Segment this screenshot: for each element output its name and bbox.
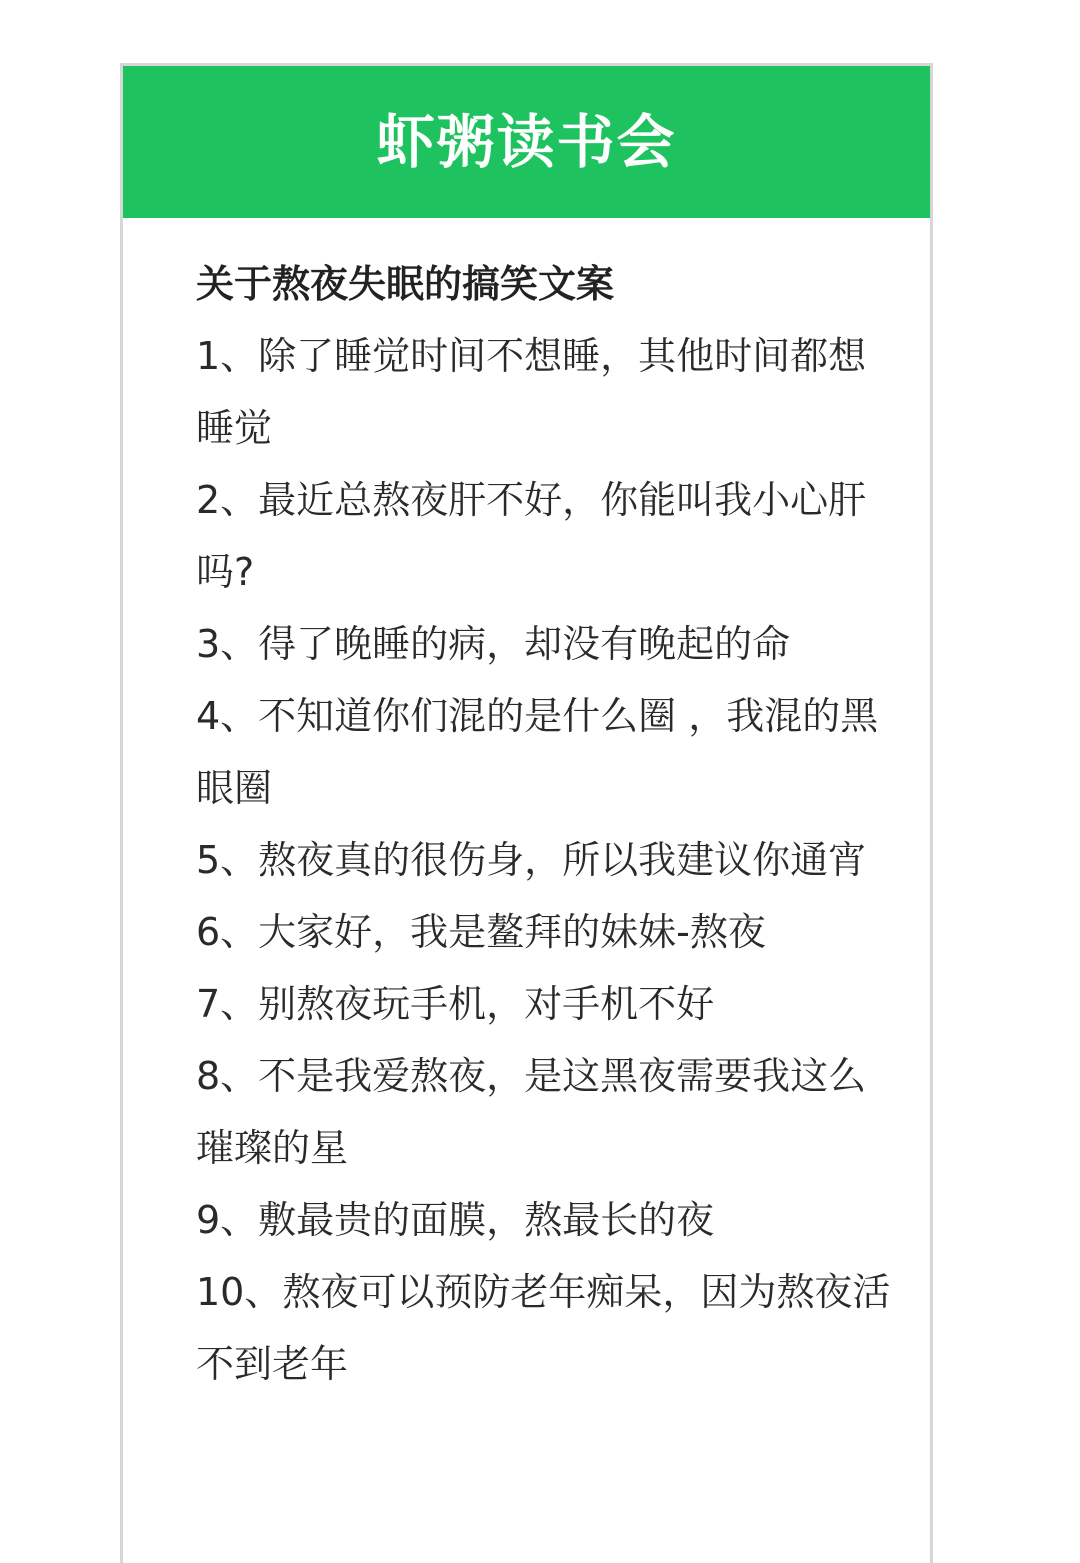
joke-list [196, 320, 902, 1400]
header-banner [123, 66, 930, 218]
list-item: 2、最近总熬夜肝不好，你能叫我小心肝吗? [196, 478, 867, 594]
list-item: 10、熬夜可以预防老年痴呆，因为熬夜活不到老年 [196, 1270, 891, 1386]
banner-title: 虾粥读书会 [376, 108, 677, 176]
list-item: 5、熬夜真的很伤身，所以我建议你通宵 [196, 838, 867, 882]
list-item: 6、大家好，我是鳌拜的妹妹-熬夜 [196, 910, 766, 954]
article-heading: 关于熬夜失眠的搞笑文案 [196, 262, 615, 306]
article-content [123, 218, 930, 1400]
list-item: 1、除了睡觉时间不想睡，其他时间都想睡觉 [196, 334, 867, 450]
list-item: 9、敷最贵的面膜，熬最长的夜 [196, 1198, 715, 1242]
list-item: 8、不是我爱熬夜，是这黑夜需要我这么璀璨的星 [196, 1054, 867, 1170]
list-item: 3、得了晚睡的病，却没有晚起的命 [196, 622, 791, 666]
list-item: 4、不知道你们混的是什么圈 ，我混的黑眼圈 [196, 694, 879, 810]
article-card [120, 63, 933, 1563]
list-item: 7、别熬夜玩手机，对手机不好 [196, 982, 715, 1026]
